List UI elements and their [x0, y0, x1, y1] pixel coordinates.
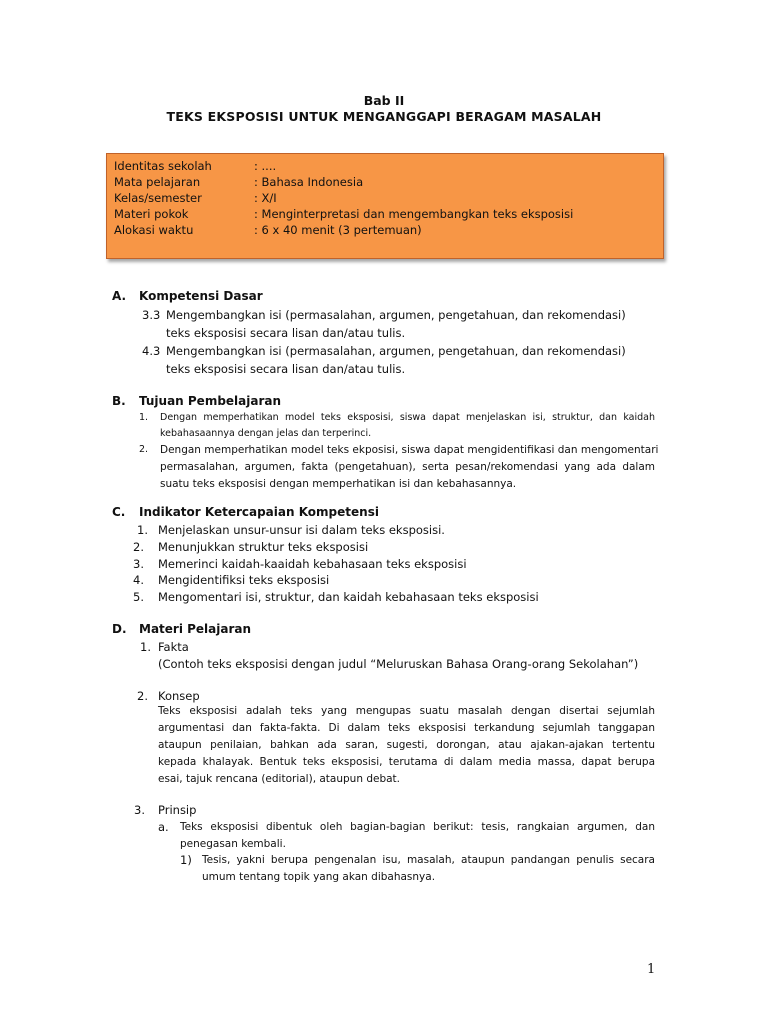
konsep-text: ataupun penilaian, bahkan ada saran, sugesti, dorongan, atau ajakan-ajakan tertentu: [158, 739, 655, 751]
materi-number: 1.: [140, 640, 151, 654]
indikator-text: Menunjukkan struktur teks eksposisi: [158, 540, 369, 554]
prinsip-sub-text: Tesis, yakni berupa pengenalan isu, masalah, ataupun pandangan penulis secara: [202, 854, 655, 866]
section-d-letter: D.: [112, 622, 127, 636]
page-title: TEKS EKSPOSISI UNTUK MENGANGGAPI BERAGAM MASALAH: [166, 109, 602, 124]
identity-value: : 6 x 40 menit (3 pertemuan): [254, 223, 422, 237]
tujuan-number: 2.: [139, 444, 149, 455]
materi-number: 3.: [134, 803, 145, 817]
kd-text: teks eksposisi secara lisan dan/atau tulis.: [166, 326, 406, 340]
identity-box: [106, 153, 664, 259]
chapter-label: Bab II: [363, 93, 405, 108]
kd-text: Mengembangkan isi (permasalahan, argumen, pengetahuan, dan rekomendasi): [166, 308, 626, 322]
indikator-number: 5.: [133, 590, 144, 604]
tujuan-number: 1.: [139, 412, 149, 423]
identity-label: Kelas/semester: [114, 191, 202, 205]
prinsip-a-text: Teks eksposisi dibentuk oleh bagian-bagian berikut: tesis, rangkaian argumen, dan: [180, 821, 655, 833]
identity-value: : Menginterpretasi dan mengembangkan teks eksposisi: [254, 207, 574, 221]
prinsip-a-text: penegasan kembali.: [180, 838, 286, 850]
indikator-number: 1.: [137, 523, 148, 537]
indikator-number: 4.: [133, 573, 144, 587]
kd-number: 4.3: [142, 344, 161, 358]
indikator-number: 3.: [133, 557, 144, 571]
prinsip-a-letter: a.: [158, 820, 169, 834]
identity-label: Identitas sekolah: [114, 159, 212, 173]
section-a-title: Kompetensi Dasar: [139, 289, 263, 303]
page-number: 1: [647, 962, 656, 977]
prinsip-sub-number: 1): [180, 853, 192, 867]
tujuan-text: Dengan memperhatikan model teks ekposisi, siswa dapat mengidentifikasi dan mengomentari: [160, 444, 659, 456]
indikator-text: Mengomentari isi, struktur, dan kaidah kebahasaan teks eksposisi: [158, 590, 539, 604]
identity-value: : Bahasa Indonesia: [254, 175, 364, 189]
prinsip-sub-text: umum tentang topik yang akan dibahasnya.: [202, 871, 436, 883]
section-b-title: Tujuan Pembelajaran: [139, 394, 282, 408]
section-b-letter: B.: [112, 394, 126, 408]
indikator-number: 2.: [133, 540, 144, 554]
tujuan-text: Dengan memperhatikan model teks eksposisi, siswa dapat menjelaskan isi, struktur, dan kaidah: [160, 412, 655, 423]
identity-label: Alokasi waktu: [114, 223, 194, 237]
konsep-text: argumentasi dan fakta-fakta. Di dalam teks eksposisi terkandung sejumlah tanggapan: [158, 722, 655, 734]
section-c-title: Indikator Ketercapaian Kompetensi: [139, 505, 379, 519]
identity-label: Materi pokok: [114, 207, 189, 221]
tujuan-text: permasalahan, argumen, fakta (pengetahuan), serta pesan/rekomendasi yang ada dalam: [160, 461, 655, 473]
materi-label: Prinsip: [158, 803, 197, 817]
materi-text: (Contoh teks eksposisi dengan judul “Meluruskan Bahasa Orang-orang Sekolahan”): [158, 657, 639, 671]
konsep-text: kepada khalayak. Bentuk teks eksposisi, terutama di dalam media massa, dapat berupa: [158, 756, 655, 768]
konsep-text: Teks eksposisi adalah teks yang mengupas suatu masalah dengan disertai sejumlah: [158, 705, 655, 717]
kd-text: Mengembangkan isi (permasalahan, argumen, pengetahuan, dan rekomendasi): [166, 344, 626, 358]
section-a-letter: A.: [112, 289, 127, 303]
indikator-text: Menjelaskan unsur-unsur isi dalam teks eksposisi.: [158, 523, 445, 537]
section-c-letter: C.: [112, 505, 126, 519]
indikator-text: Mengidentifiksi teks eksposisi: [158, 573, 330, 587]
materi-label: Fakta: [158, 640, 189, 654]
konsep-text: esai, tajuk rencana (editorial), ataupun debat.: [158, 773, 401, 785]
tujuan-text: kebahasaannya dengan jelas dan terperinci.: [160, 428, 372, 439]
indikator-text: Memerinci kaidah-kaaidah kebahasaan teks eksposisi: [158, 557, 467, 571]
identity-value: : ....: [254, 159, 277, 173]
kd-number: 3.3: [142, 308, 161, 322]
identity-label: Mata pelajaran: [114, 175, 201, 189]
materi-number: 2.: [137, 689, 148, 703]
identity-value: : X/I: [254, 191, 277, 205]
tujuan-text: suatu teks eksposisi dengan memperhatikan isi dan kebahasannya.: [160, 478, 517, 490]
materi-label: Konsep: [158, 689, 200, 703]
kd-text: teks eksposisi secara lisan dan/atau tulis.: [166, 362, 406, 376]
section-d-title: Materi Pelajaran: [139, 622, 252, 636]
